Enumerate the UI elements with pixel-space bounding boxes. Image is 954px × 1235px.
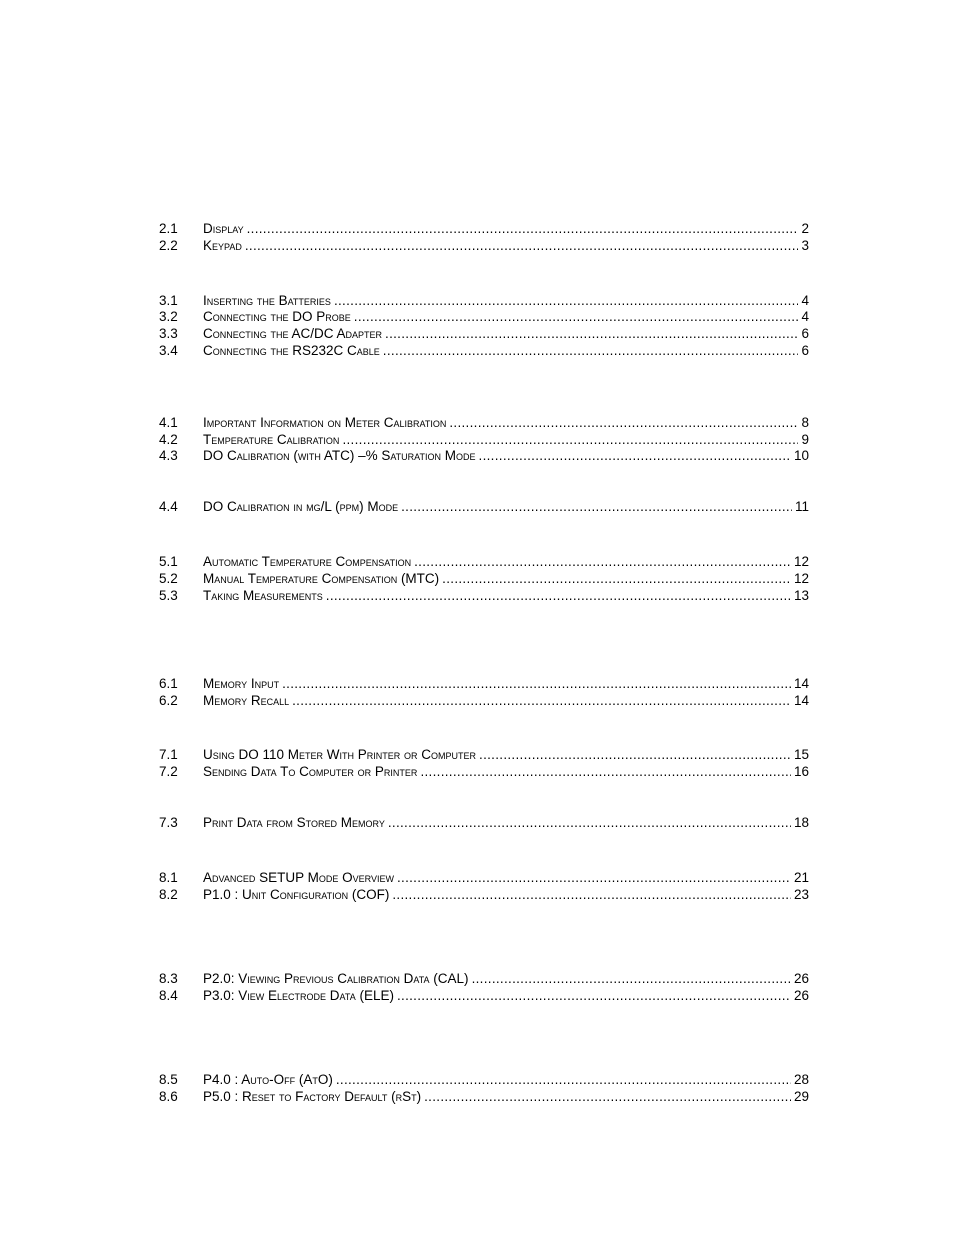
toc-entry bbox=[159, 1088, 809, 1105]
section-number: 8.3 bbox=[159, 971, 178, 986]
page-number: 21 bbox=[793, 870, 809, 885]
dot-leader bbox=[392, 886, 791, 903]
dot-leader bbox=[442, 570, 791, 587]
section-number: 5.1 bbox=[159, 554, 178, 569]
toc-entry bbox=[159, 237, 809, 254]
dot-leader bbox=[336, 1071, 791, 1088]
section-number: 8.4 bbox=[159, 988, 178, 1003]
page-number: 4 bbox=[801, 293, 809, 308]
section-title: Sending Data To Computer or Printer bbox=[203, 764, 418, 779]
section-title: P2.0: Viewing Previous Calibration Data (CAL) bbox=[203, 971, 469, 986]
section-number: 6.1 bbox=[159, 676, 178, 691]
page-number: 16 bbox=[793, 764, 809, 779]
section-number: 6.2 bbox=[159, 693, 178, 708]
page-number: 8 bbox=[801, 415, 809, 430]
dot-leader bbox=[424, 1088, 791, 1105]
toc-entry bbox=[159, 763, 809, 780]
toc-entry bbox=[159, 292, 809, 309]
toc-entry bbox=[159, 675, 809, 692]
section-number: 2.1 bbox=[159, 221, 178, 236]
section-title: DO Calibration (with ATC) –% Saturation Mode bbox=[203, 448, 476, 463]
section-title: Taking Measurements bbox=[203, 588, 323, 603]
page-number: 26 bbox=[793, 971, 809, 986]
section-number: 8.1 bbox=[159, 870, 178, 885]
section-number: 4.4 bbox=[159, 499, 178, 514]
page-number: 10 bbox=[793, 448, 809, 463]
page-number: 23 bbox=[793, 887, 809, 902]
section-title: P5.0 : Reset to Factory Default (rSt) bbox=[203, 1089, 422, 1104]
dot-leader bbox=[342, 431, 798, 448]
page-number: 12 bbox=[793, 571, 809, 586]
section-number: 5.2 bbox=[159, 571, 178, 586]
dot-leader bbox=[334, 292, 799, 309]
dot-leader bbox=[247, 220, 799, 237]
section-title: Manual Temperature Compensation (MTC) bbox=[203, 571, 440, 586]
dot-leader bbox=[282, 675, 791, 692]
dot-leader bbox=[397, 869, 791, 886]
section-number: 5.3 bbox=[159, 588, 178, 603]
toc-entry bbox=[159, 814, 809, 831]
section-title: Temperature Calibration bbox=[203, 432, 340, 447]
section-number: 7.1 bbox=[159, 747, 178, 762]
section-title: Automatic Temperature Compensation bbox=[203, 554, 412, 569]
page-number: 29 bbox=[793, 1089, 809, 1104]
page-number: 4 bbox=[801, 309, 809, 324]
dot-leader bbox=[354, 308, 799, 325]
toc-entry bbox=[159, 342, 809, 359]
section-number: 3.2 bbox=[159, 309, 178, 324]
dot-leader bbox=[397, 987, 791, 1004]
page-number: 6 bbox=[801, 326, 809, 341]
section-title: Connecting the AC/DC Adapter bbox=[203, 326, 383, 341]
toc-entry bbox=[159, 498, 809, 515]
dot-leader bbox=[479, 447, 791, 464]
section-number: 4.1 bbox=[159, 415, 178, 430]
dot-leader bbox=[479, 746, 791, 763]
section-number: 3.3 bbox=[159, 326, 178, 341]
toc-entry bbox=[159, 220, 809, 237]
page-number: 18 bbox=[793, 815, 809, 830]
toc-entry bbox=[159, 746, 809, 763]
section-number: 3.4 bbox=[159, 343, 178, 358]
section-title: Important Information on Meter Calibration bbox=[203, 415, 447, 430]
section-title: P1.0 : Unit Configuration (COF) bbox=[203, 887, 390, 902]
dot-leader bbox=[326, 587, 791, 604]
page-number: 9 bbox=[801, 432, 809, 447]
section-number: 7.2 bbox=[159, 764, 178, 779]
section-number: 8.5 bbox=[159, 1072, 178, 1087]
toc-entry bbox=[159, 587, 809, 604]
page-number: 14 bbox=[793, 693, 809, 708]
toc-entry bbox=[159, 431, 809, 448]
dot-leader bbox=[385, 325, 798, 342]
dot-leader bbox=[388, 814, 791, 831]
page-number: 13 bbox=[793, 588, 809, 603]
dot-leader bbox=[401, 498, 792, 515]
toc-entry bbox=[159, 570, 809, 587]
toc-entry bbox=[159, 308, 809, 325]
page-number: 14 bbox=[793, 676, 809, 691]
dot-leader bbox=[245, 237, 799, 254]
section-number: 4.3 bbox=[159, 448, 178, 463]
section-title: Connecting the DO Probe bbox=[203, 309, 351, 324]
toc-entry bbox=[159, 987, 809, 1004]
section-title: Using DO 110 Meter With Printer or Computer bbox=[203, 747, 477, 762]
page-number: 28 bbox=[793, 1072, 809, 1087]
toc-entry bbox=[159, 886, 809, 903]
page-number: 15 bbox=[793, 747, 809, 762]
toc-entry bbox=[159, 325, 809, 342]
toc-entry bbox=[159, 1071, 809, 1088]
page-number: 6 bbox=[801, 343, 809, 358]
toc-entry bbox=[159, 692, 809, 709]
section-title: Display bbox=[203, 221, 244, 236]
page-number: 12 bbox=[793, 554, 809, 569]
section-number: 8.2 bbox=[159, 887, 178, 902]
section-title: Keypad bbox=[203, 238, 242, 253]
page-number: 11 bbox=[794, 499, 809, 514]
section-number: 3.1 bbox=[159, 293, 178, 308]
toc-entry bbox=[159, 970, 809, 987]
toc-entry bbox=[159, 553, 809, 570]
section-title: Connecting the RS232C Cable bbox=[203, 343, 380, 358]
page-number: 26 bbox=[793, 988, 809, 1003]
section-number: 7.3 bbox=[159, 815, 178, 830]
dot-leader bbox=[472, 970, 791, 987]
dot-leader bbox=[414, 553, 791, 570]
toc-entry bbox=[159, 447, 809, 464]
section-title: Advanced SETUP Mode Overview bbox=[203, 870, 394, 885]
toc-entry bbox=[159, 414, 809, 431]
section-number: 4.2 bbox=[159, 432, 178, 447]
section-title: P3.0: View Electrode Data (ELE) bbox=[203, 988, 394, 1003]
section-title: Inserting the Batteries bbox=[203, 293, 331, 308]
page-number: 2 bbox=[801, 221, 809, 236]
dot-leader bbox=[449, 414, 798, 431]
dot-leader bbox=[383, 342, 799, 359]
section-title: DO Calibration in mg/L (ppm) Mode bbox=[203, 499, 399, 514]
section-number: 8.6 bbox=[159, 1089, 178, 1104]
dot-leader bbox=[292, 692, 791, 709]
toc-entry bbox=[159, 869, 809, 886]
section-title: P4.0 : Auto-Off (AtO) bbox=[203, 1072, 333, 1087]
section-title: Memory Input bbox=[203, 676, 280, 691]
section-number: 2.2 bbox=[159, 238, 178, 253]
section-title: Print Data from Stored Memory bbox=[203, 815, 385, 830]
dot-leader bbox=[420, 763, 791, 780]
section-title: Memory Recall bbox=[203, 693, 290, 708]
page-number: 3 bbox=[801, 238, 809, 253]
